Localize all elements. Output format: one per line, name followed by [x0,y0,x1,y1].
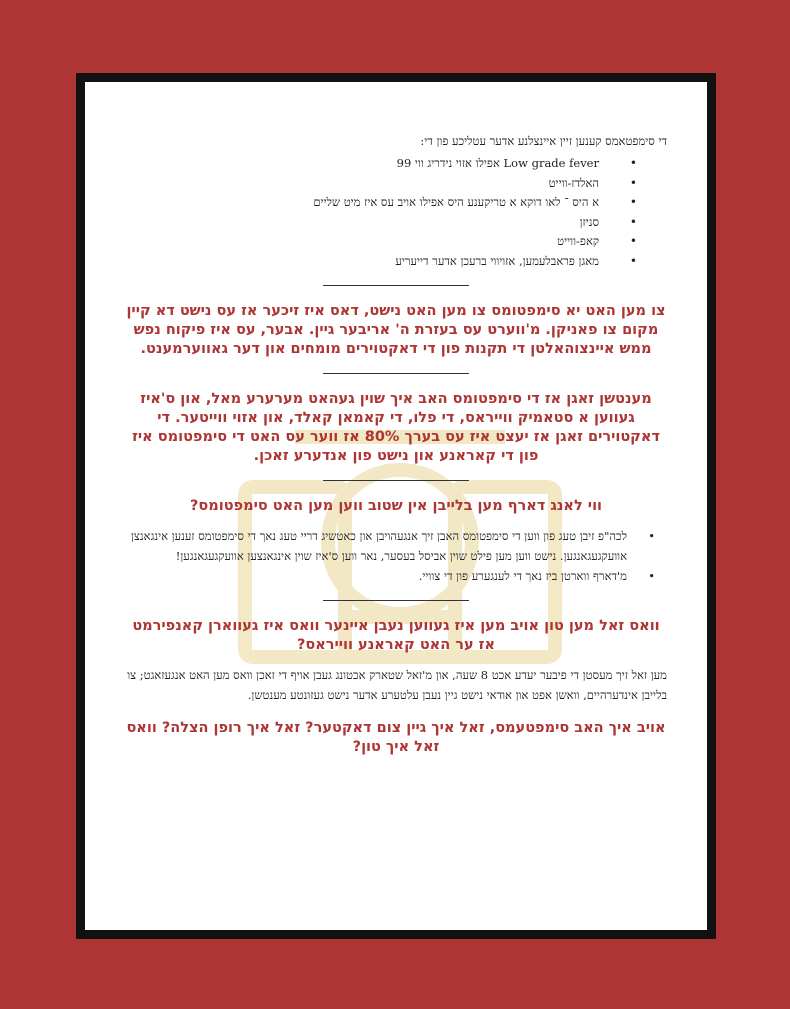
callout-symptoms-likely: מענטשן זאגן אז די סימפטומס האב איך שוין געהאט מערערע מאל, און ס'איז געווען א סטאמיק ווייראס, די פלו, די קאמאן קאלד, און אזוי ווייטער. די דאקטוירים זאגן אז יעצט איז עס בערך 80% אז ווער עס האט די סימפטומס איז פון די קאראנע און נישט פון אנדערע זאכן. [132,391,660,464]
list-item: • קאפ-ווייט [125,232,637,252]
heading-how-long: ווי לאנג דארף מען בלייבן אין שטוב ווען מען האט סימפטומס? [189,498,603,514]
page-frame [76,73,716,939]
wait-list [125,526,667,586]
list-item: • לכה"פ זיבן טעג פון ווען די סימפטומס האבן זיך אנגעהויבן און כאטשיג דריי טעג נאך די סימפטומס זענען אינגאנצן אוועקגעגאנגען. נישט ווען מען פילט שוין אביסל בעסער, נאר ווען ס'איז שוין אינגאנצען אוועקגעגאנגען! [125,526,667,566]
divider [323,600,469,601]
symptoms-intro: די סימפטאמס קענען זיין איינצלנע אדער עטליכע פון די: [420,134,667,148]
exposed-paragraph: מען זאל זיך מעסטן די פיבער יעדע אכט 8 שעה, און מ'זאל שטארק אכטונג געבן אויף די זאכן וואס מען האט אנגעזאגט; צו בלייבן אינדערהיים, וואשן אפט און אודאי נישט גיין נעבן עלטערע אדער נישט געזונטע מענטשן. [127,668,667,702]
document-page [85,82,707,930]
list-item: • סניזן [125,213,637,233]
divider [323,480,469,481]
document-content [125,134,667,767]
symptoms-list [125,154,667,271]
list-item: • מאגן פראבלעמען, אזויווי ברעכן אדער דייעריע [125,252,637,272]
closing-question: אויב איך האב סימפטעמס, זאל איך גיין צום דאקטער? זאל איך רופן הצלה? וואס זאל איך טון? [126,720,666,755]
list-item: • Low grade fever אפילו אזוי נידריג ווי 99 [125,154,637,174]
divider [323,285,469,286]
heading-exposed: וואס זאל מען טון אויב מען איז געווען נעבן איינער וואס איז געווארן קאנפירמט אז ער האט קאראנע ווייראס? [132,618,660,653]
callout-no-panic: צו מען האט יא סימפטומס צו מען האט נישט, דאס איז זיכער אז עס נישט דא קיין מקום צו פאניקן. מ'ווערט עס בעזרת ה' אריבער גיין. אבער, עס איז פיקוח נפש ממש איינצוהאלטן די תקנות פון די דאקטוירים מומחים און דער גאווערמענט. [126,303,666,357]
list-item: • האלדז-ווייט [125,174,637,194]
list-item: • א היס ־ לאו דוקא א טריקענע היס אפילו אויב עס איז מיט שליים [125,193,637,213]
divider [323,373,469,374]
list-item: • מ'דארף ווארטן ביז נאך די לענגערע פון די צוויי. [125,566,667,586]
